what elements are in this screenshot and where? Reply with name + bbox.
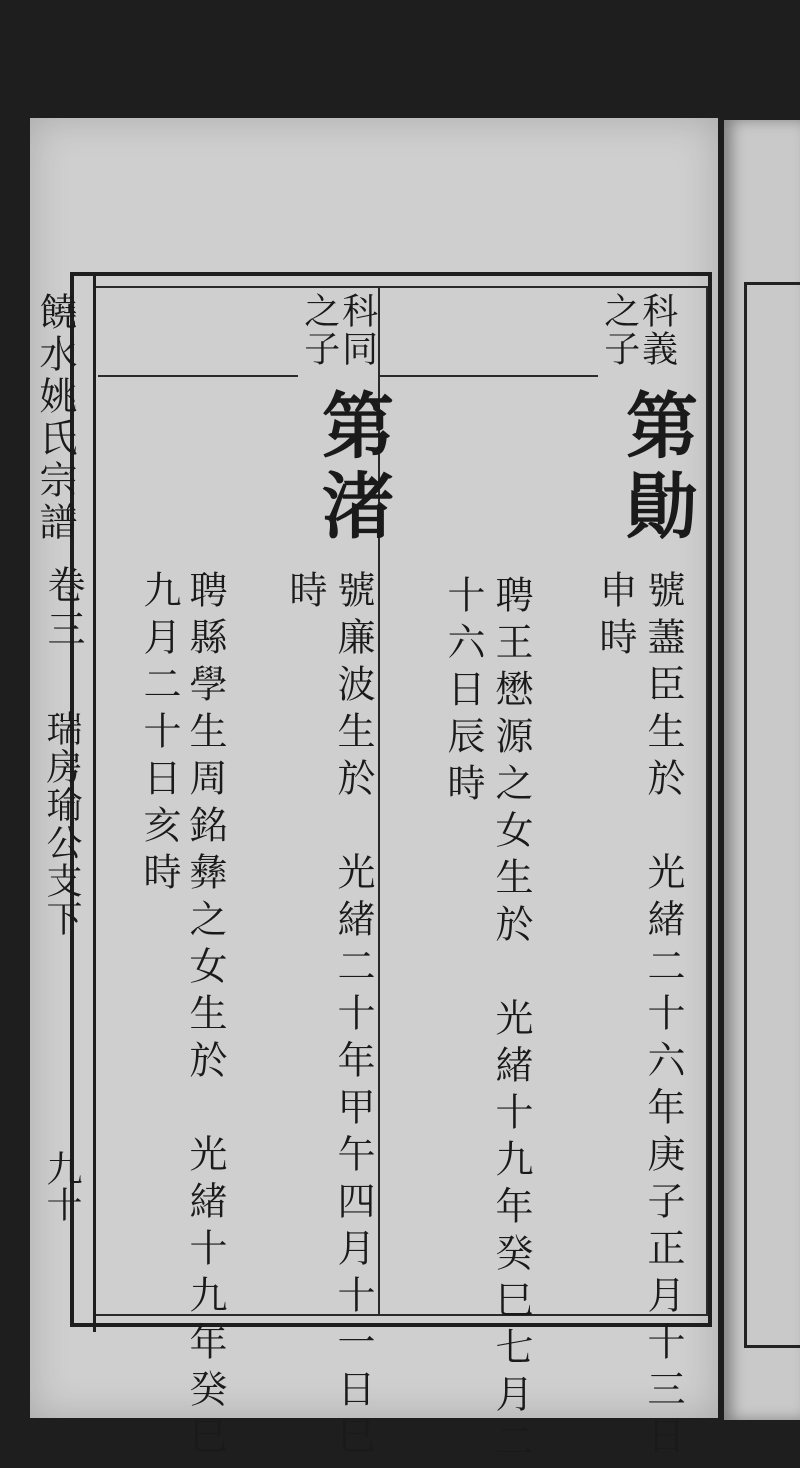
- author-line: 瑞房瑜公支下: [41, 710, 82, 938]
- entry-2-line-4: 九月二十日亥時: [137, 570, 181, 899]
- parent-rule-1: [380, 375, 598, 377]
- page-number: 九十: [41, 1150, 82, 1222]
- entry-1-line-4: 十六日辰時: [441, 575, 485, 810]
- entry-1-parent: [600, 292, 676, 368]
- entry-2-parent: [300, 292, 376, 368]
- entry-2-line-2: 時: [283, 570, 327, 617]
- entry-1-parent-line-1: 科義: [636, 292, 678, 368]
- book-title: 饒水姚氏宗譜: [33, 292, 77, 544]
- right-page-frame: [744, 282, 800, 1348]
- entry-2-name: 第渚: [310, 388, 395, 548]
- volume-label: 卷三: [41, 565, 85, 653]
- entry-2-parent-line-1: 科同: [336, 292, 378, 368]
- entry-1-line-1: 號藎臣生於 光緒二十六年庚子正月十三日: [641, 570, 685, 1463]
- entry-2-line-1: 號廉波生於 光緒二十年甲午四月十一日巳: [331, 570, 375, 1463]
- parent-rule-2: [98, 375, 298, 377]
- entry-1-line-3: 聘王懋源之女生於 光緒十九年癸巳七月二: [489, 575, 533, 1468]
- entry-2-line-3: 聘縣學生周銘彝之女生於 光緒十九年癸巳: [183, 570, 227, 1463]
- entry-1-line-2: 申時: [593, 570, 637, 664]
- entry-1-name: 第勛: [614, 388, 699, 548]
- entry-2-parent-line-2: 之子: [298, 292, 340, 368]
- entry-1-parent-line-2: 之子: [598, 292, 640, 368]
